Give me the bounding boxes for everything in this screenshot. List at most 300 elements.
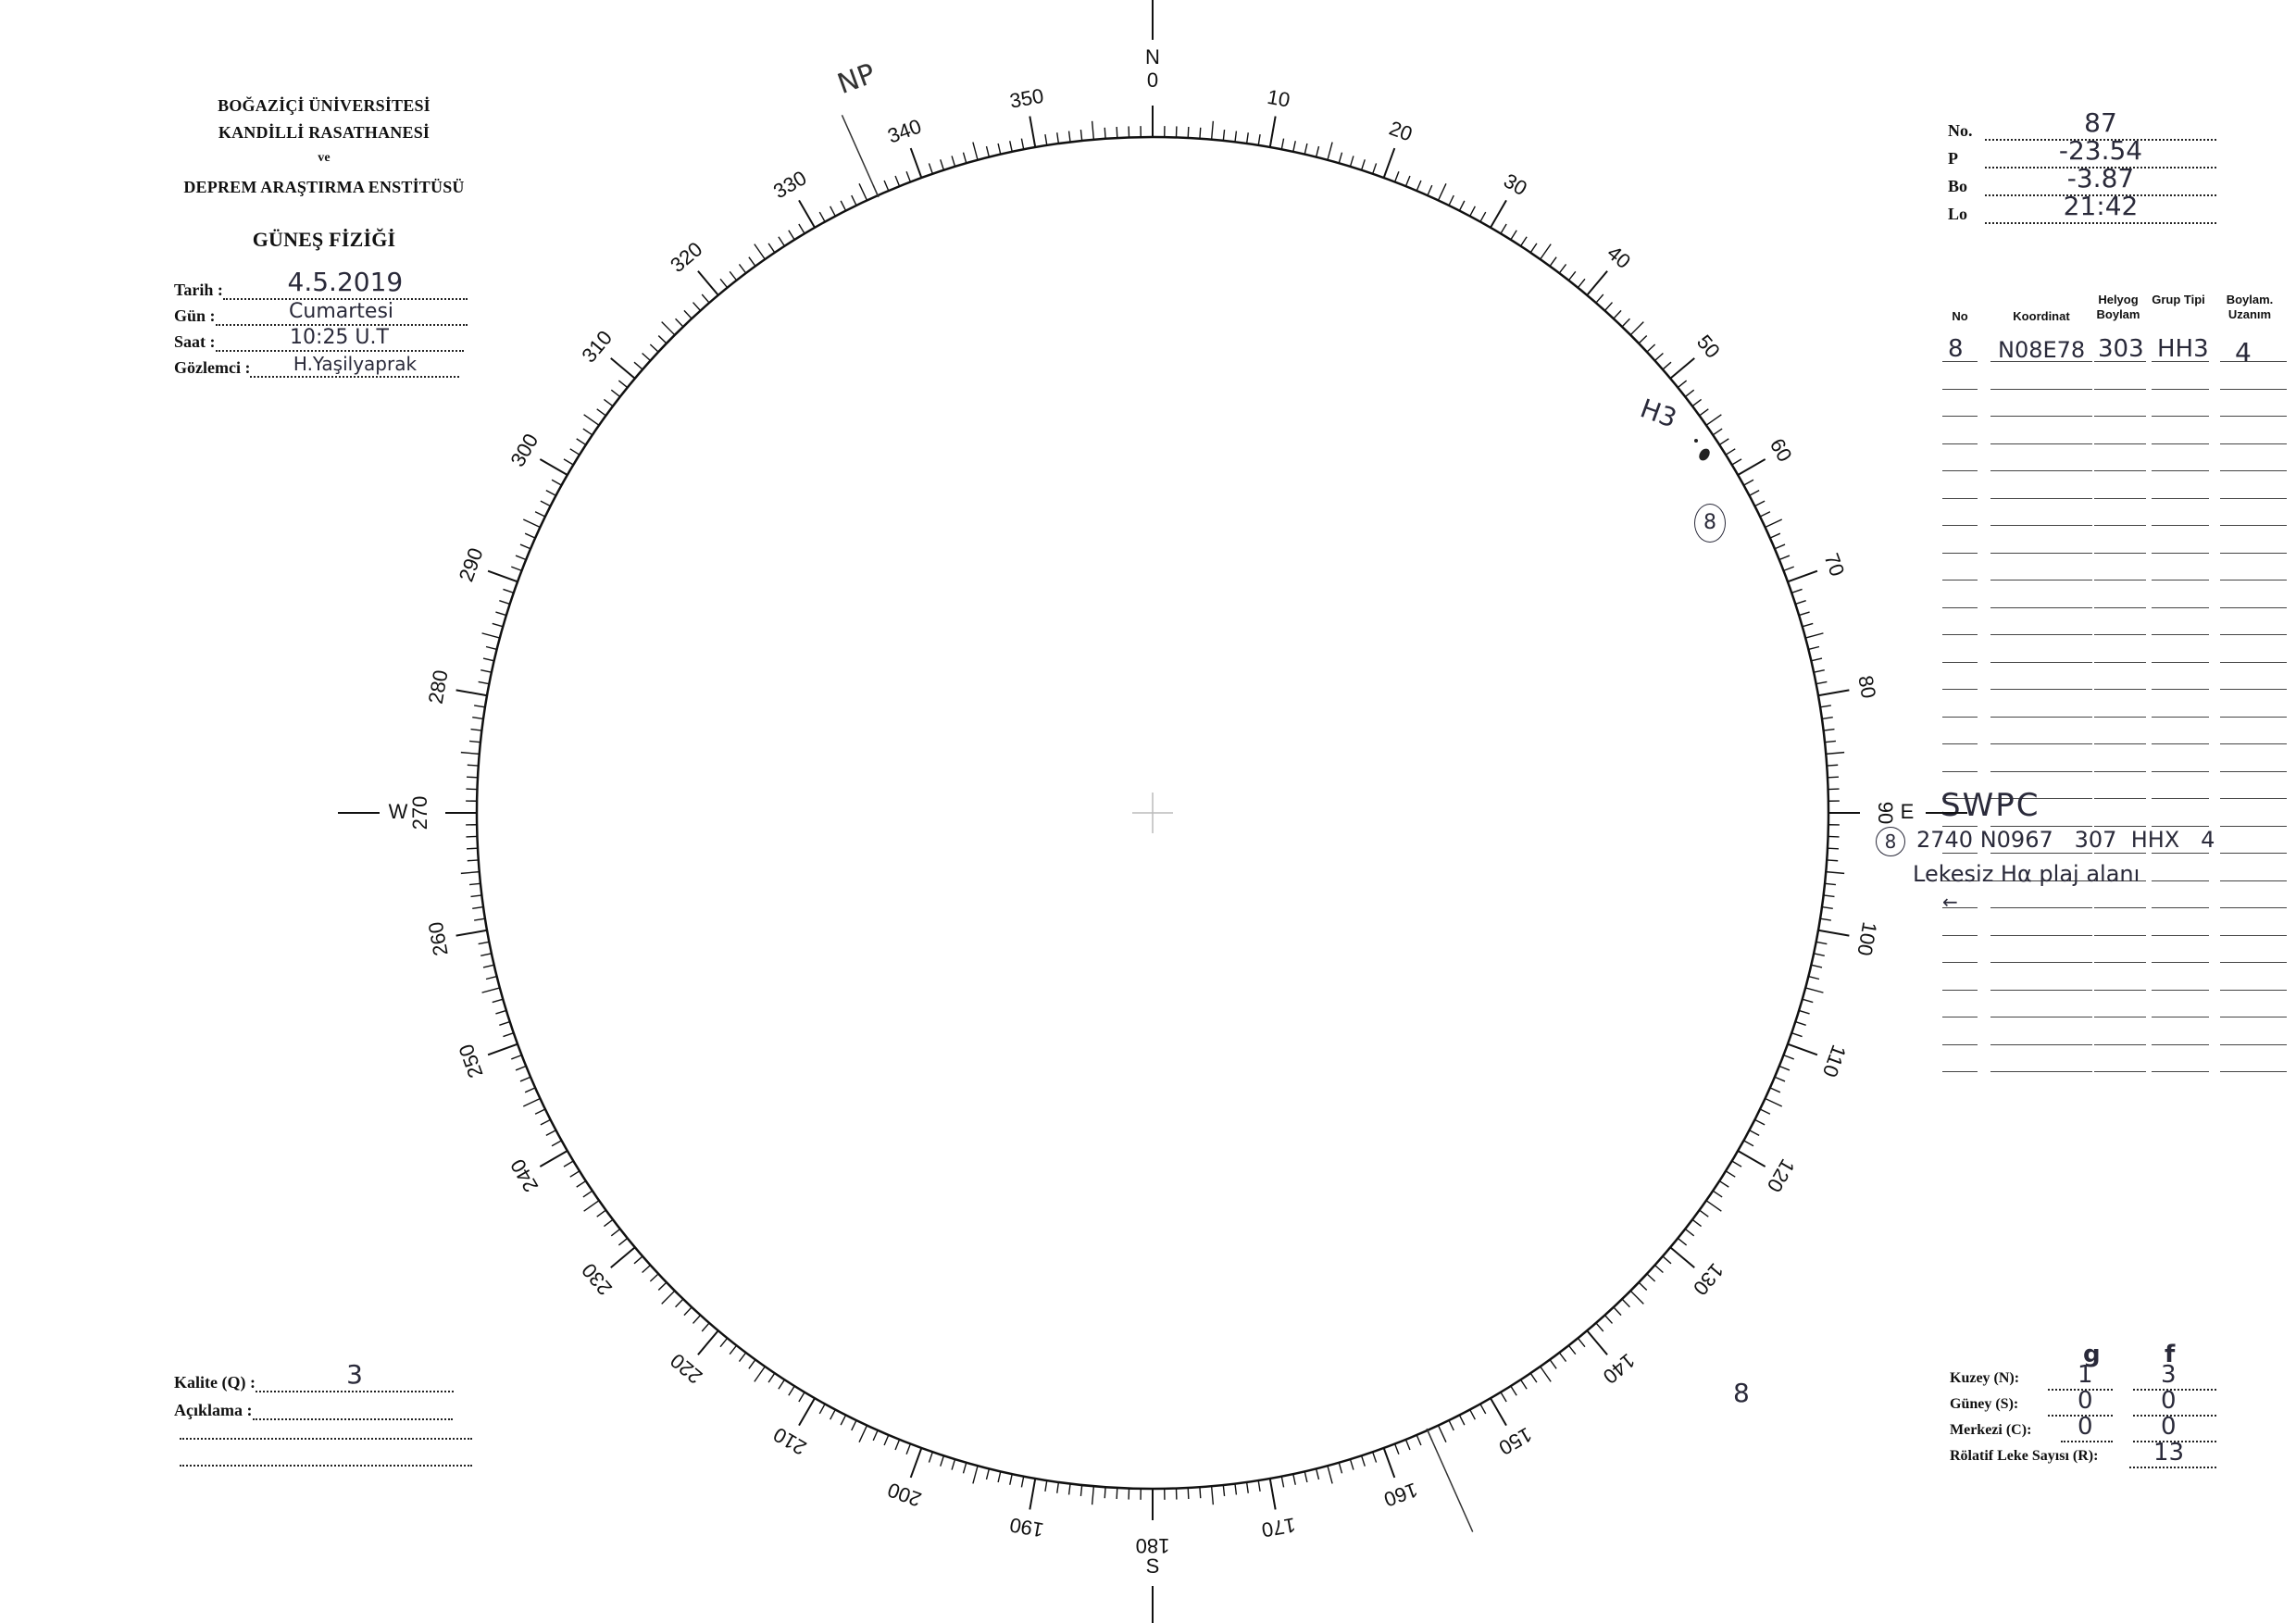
degree-tick (1459, 201, 1464, 211)
degree-tick (1596, 1323, 1603, 1331)
group-type-annotation: H3 (1636, 393, 1681, 434)
south-f-value: 0 (2161, 1387, 2177, 1415)
degree-tick (523, 1099, 540, 1106)
col-header-group-type: Grup Tipi (2152, 293, 2205, 306)
degree-tick (1826, 753, 1844, 755)
degree-tick (1247, 132, 1249, 144)
row1-extent: 4 (2235, 337, 2252, 368)
degree-tick (1732, 459, 1741, 465)
degree-tick (739, 264, 745, 273)
degree-tick (604, 399, 613, 406)
degree-label: 20 (1386, 116, 1416, 146)
degree-tick (488, 571, 518, 582)
time-value: 10:25 U.T (290, 326, 389, 349)
degree-tick (495, 612, 505, 616)
degree-tick (1822, 907, 1833, 909)
degree-tick (503, 1033, 513, 1037)
bo-value: -3.87 (2066, 163, 2135, 194)
degree-tick (1775, 544, 1785, 549)
degree-tick (499, 601, 509, 605)
degree-tick (1281, 1477, 1283, 1488)
degree-tick (819, 1404, 825, 1413)
degree-tick (467, 777, 478, 778)
degree-tick (1719, 1181, 1728, 1188)
degree-tick (540, 459, 567, 475)
institution-name-line3: ve (318, 151, 331, 165)
degree-label: 250 (454, 1041, 488, 1081)
degree-tick (859, 1426, 867, 1442)
degree-tick (1057, 132, 1059, 144)
degree-label: 280 (423, 668, 453, 706)
degree-tick (1639, 336, 1647, 343)
degree-tick (511, 1055, 521, 1059)
degree-tick (739, 1353, 745, 1362)
degree-tick (1614, 310, 1621, 318)
degree-label: 180 (1135, 1534, 1170, 1558)
degree-tick (1541, 1367, 1551, 1381)
degree-tick (1630, 322, 1643, 335)
degree-tick (1770, 1088, 1780, 1092)
degree-tick (789, 231, 794, 240)
degree-tick (1766, 519, 1782, 527)
degree-tick (702, 294, 709, 303)
degree-label: 230 (577, 1258, 618, 1300)
cardinal-label: N (1145, 44, 1160, 69)
degree-tick (1814, 670, 1825, 672)
degree-tick (471, 895, 482, 896)
degree-tick (1350, 156, 1354, 166)
degree-tick (583, 1191, 593, 1197)
degree-tick (720, 1338, 728, 1346)
plage-note: Lekesiz Hα plaj alanı (1913, 861, 2140, 887)
degree-tick (1223, 130, 1224, 141)
degree-tick (1814, 954, 1825, 955)
degree-label: 240 (505, 1155, 543, 1196)
degree-tick (546, 491, 556, 496)
degree-tick (1808, 977, 1819, 980)
col-header-extent: Boylam. Uzanım (2226, 293, 2274, 321)
institution-name-line1: BOĞAZİÇİ ÜNİVERSİTESİ (218, 96, 430, 115)
degree-tick (1470, 206, 1476, 217)
degree-label: 220 (666, 1348, 707, 1389)
degree-tick (1491, 200, 1506, 227)
degree-tick (1270, 1479, 1276, 1509)
degree-tick (895, 1440, 899, 1450)
degree-tick (1339, 1463, 1341, 1474)
degree-tick (1825, 741, 1836, 742)
date-label: Tarih : (174, 281, 223, 299)
sunspot-dot (1694, 439, 1698, 443)
institution-name-line4: DEPREM ARAŞTIRMA ENSTİTÜSÜ (183, 178, 465, 196)
degree-tick (1010, 1474, 1012, 1485)
degree-tick (1530, 243, 1537, 253)
degree-label: 10 (1265, 84, 1292, 112)
degree-tick (1816, 942, 1828, 943)
degree-tick (1678, 381, 1686, 388)
degree-tick (1760, 512, 1770, 517)
degree-tick (1799, 1010, 1809, 1014)
day-value: Cumartesi (289, 300, 394, 323)
degree-tick (577, 439, 586, 445)
number-label: No. (1948, 121, 1973, 140)
degree-tick (1622, 318, 1629, 327)
degree-tick (698, 271, 718, 295)
degree-tick (604, 1219, 613, 1226)
degree-tick (1223, 1485, 1224, 1496)
degree-tick (1395, 1444, 1399, 1454)
degree-tick (1541, 244, 1551, 259)
degree-tick (1805, 633, 1823, 638)
degree-tick (1700, 409, 1709, 416)
degree-tick (1692, 399, 1702, 406)
degree-label: 30 (1499, 169, 1531, 201)
degree-tick (1604, 303, 1612, 311)
degree-tick (749, 1360, 755, 1369)
degree-tick (1069, 1484, 1070, 1495)
degree-tick (1738, 1151, 1765, 1167)
degree-label: 50 (1691, 330, 1725, 363)
degree-label: 300 (505, 430, 543, 471)
degree-tick (1670, 358, 1694, 379)
observer-label: Gözlemci : (174, 358, 251, 377)
degree-tick (541, 501, 551, 506)
degree-tick (1212, 1486, 1214, 1504)
degree-tick (564, 1161, 573, 1167)
degree-tick (1825, 883, 1836, 884)
degree-tick (1092, 1486, 1094, 1504)
degree-tick (520, 1077, 530, 1081)
relative-number-value: 13 (2153, 1439, 2185, 1467)
degree-tick (702, 1323, 709, 1331)
degree-tick (1779, 556, 1790, 559)
degree-tick (482, 988, 500, 993)
degree-tick (1706, 1201, 1721, 1211)
degree-tick (597, 409, 606, 416)
degree-tick (1791, 589, 1802, 593)
degree-tick (1384, 1448, 1395, 1478)
degree-tick (1732, 1161, 1741, 1167)
degree-tick (1654, 354, 1663, 361)
degree-tick (483, 965, 494, 968)
degree-tick (1362, 1455, 1366, 1466)
degree-tick (467, 848, 478, 849)
degree-tick (1824, 895, 1835, 896)
cardinal-label: W (388, 799, 408, 823)
degree-tick (1092, 121, 1094, 140)
degree-tick (749, 257, 755, 267)
col-header-coordinate: Koordinat (2013, 309, 2070, 323)
degree-tick (658, 1282, 667, 1290)
degree-label: 0 (1146, 68, 1159, 92)
degree-tick (1029, 1479, 1035, 1509)
degree-tick (941, 1455, 944, 1466)
degree-tick (1754, 501, 1765, 506)
degree-tick (1405, 1440, 1409, 1450)
degree-tick (516, 556, 526, 559)
degree-tick (799, 1392, 805, 1402)
degree-label: 330 (769, 166, 811, 204)
number-value: 87 (2084, 107, 2117, 138)
degree-tick (1212, 121, 1214, 140)
degree-tick (998, 1471, 1001, 1482)
degree-tick (1826, 872, 1844, 874)
degree-tick (1373, 1452, 1377, 1462)
degree-tick (535, 512, 545, 517)
degree-tick (884, 181, 889, 191)
degree-tick (1362, 159, 1366, 169)
degree-tick (1750, 491, 1760, 496)
degree-tick (841, 1415, 845, 1425)
degree-tick (1395, 171, 1399, 181)
degree-tick (611, 390, 619, 396)
degree-tick (1416, 1435, 1421, 1445)
degree-tick (1235, 131, 1236, 143)
degree-tick (523, 519, 540, 527)
center-f-value: 0 (2161, 1413, 2177, 1441)
stray-mark: 8 (1733, 1378, 1750, 1408)
degree-tick (1470, 1410, 1476, 1420)
degree-tick (1685, 1229, 1693, 1235)
degree-label: 350 (1007, 83, 1046, 113)
degree-tick (552, 1141, 561, 1146)
degree-tick (1818, 930, 1849, 936)
degree-tick (1511, 1386, 1516, 1395)
degree-tick (1200, 1487, 1201, 1498)
group-number-annotation: 8 (1694, 504, 1726, 543)
degree-tick (1670, 1247, 1694, 1267)
degree-tick (1811, 965, 1822, 968)
degree-label: 210 (769, 1422, 811, 1460)
degree-tick (1779, 1066, 1790, 1069)
row1-helio-longitude: 303 (2098, 335, 2144, 363)
degree-tick (1828, 848, 1839, 849)
degree-tick (1416, 181, 1421, 191)
degree-tick (819, 212, 825, 221)
degree-tick (461, 753, 480, 755)
degree-tick (472, 907, 483, 909)
degree-tick (584, 1201, 599, 1211)
degree-tick (1029, 117, 1035, 147)
count-header-g: g (2083, 1341, 2101, 1368)
degree-tick (1788, 571, 1817, 582)
degree-tick (483, 658, 494, 661)
degree-tick (1791, 1033, 1802, 1037)
degree-tick (941, 159, 944, 169)
degree-tick (1775, 1077, 1785, 1081)
degree-tick (1480, 1404, 1486, 1413)
degree-tick (895, 176, 899, 186)
degree-tick (1754, 1119, 1765, 1124)
degree-tick (1247, 1482, 1249, 1493)
lo-label: Lo (1948, 205, 1968, 223)
degree-tick (486, 977, 497, 980)
degree-tick (584, 415, 599, 425)
degree-label: 160 (1380, 1478, 1421, 1512)
degree-tick (479, 942, 490, 943)
degree-tick (1743, 480, 1753, 485)
degree-tick (1021, 139, 1023, 150)
degree-tick (474, 705, 485, 707)
south-count-label: Güney (S): (1950, 1396, 2019, 1412)
south-g-value: 0 (2078, 1387, 2093, 1415)
degree-tick (650, 344, 658, 352)
degree-tick (611, 358, 635, 379)
degree-tick (516, 1066, 526, 1069)
observer-value: H.Yaşilyaprak (293, 353, 418, 375)
degree-tick (570, 449, 580, 455)
degree-tick (755, 1367, 765, 1381)
remarks-label: Açıklama : (174, 1401, 253, 1419)
degree-tick (1622, 1299, 1629, 1307)
degree-tick (546, 1130, 556, 1136)
degree-tick (540, 1151, 567, 1167)
degree-tick (499, 1022, 509, 1026)
degree-label: 100 (1853, 919, 1882, 958)
degree-tick (1568, 271, 1575, 280)
degree-tick (1766, 1099, 1782, 1106)
bo-label: Bo (1948, 177, 1968, 195)
degree-label: 190 (1007, 1513, 1046, 1542)
degree-tick (852, 1420, 856, 1430)
degree-tick (643, 354, 651, 361)
degree-tick (493, 623, 504, 626)
institution-name-line2: KANDİLLİ RASATHANESİ (218, 123, 430, 142)
degree-tick (911, 148, 922, 178)
degree-tick (1080, 1485, 1081, 1496)
degree-tick (1384, 148, 1395, 178)
degree-tick (986, 146, 989, 157)
degree-tick (1270, 117, 1276, 147)
degree-tick (1501, 224, 1506, 233)
degree-tick (1663, 1256, 1671, 1264)
degree-tick (1188, 127, 1189, 138)
swpc-row: 2740 N0967 307 HHX 4 (1916, 827, 2215, 853)
degree-tick (911, 1448, 922, 1478)
degree-label: 60 (1765, 434, 1797, 467)
south-pole-line (1427, 1429, 1473, 1531)
degree-label: 170 (1259, 1513, 1298, 1542)
degree-tick (1587, 271, 1607, 295)
degree-tick (841, 201, 845, 211)
degree-tick (511, 567, 521, 570)
degree-tick (1596, 294, 1603, 303)
quality-value: 3 (346, 1359, 363, 1390)
degree-tick (564, 459, 573, 465)
degree-label: 200 (884, 1478, 925, 1512)
north-count-label: Kuzey (N): (1950, 1370, 2020, 1386)
degree-tick (998, 144, 1001, 155)
degree-label: 150 (1494, 1422, 1536, 1460)
degree-tick (963, 153, 966, 164)
degree-tick (1258, 134, 1260, 145)
p-angle-label: P (1948, 149, 1958, 168)
col-header-no: No (1952, 309, 1968, 323)
degree-tick (1726, 1171, 1735, 1177)
quality-label: Kalite (Q) : (174, 1373, 256, 1392)
degree-label: 290 (454, 544, 488, 585)
degree-tick (1784, 567, 1794, 570)
degree-tick (768, 243, 775, 253)
degree-tick (684, 310, 692, 318)
degree-tick (1069, 131, 1070, 143)
degree-tick (1304, 1471, 1307, 1482)
degree-tick (482, 633, 500, 638)
degree-tick (461, 872, 480, 874)
row1-no: 8 (1948, 335, 1964, 363)
degree-tick (1784, 1055, 1794, 1059)
degree-tick (1550, 257, 1556, 267)
degree-label: 130 (1688, 1258, 1728, 1300)
degree-tick (693, 1315, 701, 1323)
swpc-heading: SWPC (1940, 787, 2040, 824)
degree-tick (1827, 765, 1838, 766)
degree-tick (658, 336, 667, 343)
day-label: Gün : (174, 306, 216, 325)
degree-label: 90 (1874, 801, 1898, 825)
degree-tick (1827, 860, 1838, 861)
degree-tick (768, 1373, 775, 1382)
degree-tick (611, 1229, 619, 1235)
degree-tick (480, 670, 492, 672)
degree-tick (1760, 1109, 1770, 1114)
degree-tick (1803, 623, 1814, 626)
degree-tick (488, 1044, 518, 1055)
degree-tick (1439, 1426, 1446, 1442)
degree-tick (1803, 999, 1814, 1002)
degree-tick (1480, 212, 1486, 221)
degree-tick (830, 1410, 836, 1420)
degree-tick (1559, 1353, 1566, 1362)
degree-tick (634, 362, 643, 369)
degree-tick (859, 183, 867, 200)
degree-tick (634, 1256, 643, 1264)
center-g-value: 0 (2078, 1413, 2093, 1441)
degree-tick (1818, 690, 1849, 695)
degree-tick (1511, 231, 1516, 240)
degree-tick (676, 318, 683, 327)
degree-tick (1521, 1380, 1528, 1389)
degree-tick (693, 303, 701, 311)
degree-tick (730, 271, 736, 280)
degree-tick (1795, 601, 1805, 605)
degree-tick (1328, 1466, 1332, 1483)
degree-tick (480, 954, 492, 955)
cardinal-label: S (1145, 1554, 1160, 1578)
degree-tick (1021, 1477, 1023, 1488)
degree-tick (1449, 195, 1454, 206)
degree-tick (611, 1247, 635, 1267)
degree-tick (1568, 1345, 1575, 1354)
degree-label: 310 (577, 326, 618, 368)
degree-tick (1045, 1480, 1047, 1492)
degree-tick (986, 1468, 989, 1479)
degree-label: 270 (407, 795, 431, 830)
arrow-note: ← (1942, 891, 1958, 913)
degree-tick (676, 1299, 683, 1307)
degree-tick (525, 1088, 535, 1092)
degree-tick (1405, 176, 1409, 186)
degree-tick (650, 1274, 658, 1281)
degree-tick (468, 765, 479, 766)
degree-tick (1738, 459, 1765, 475)
degree-tick (1808, 646, 1819, 649)
degree-tick (1045, 134, 1047, 145)
degree-tick (474, 918, 485, 920)
degree-tick (1713, 429, 1722, 435)
degree-tick (1521, 237, 1528, 246)
degree-tick (929, 163, 932, 173)
degree-tick (469, 741, 480, 742)
